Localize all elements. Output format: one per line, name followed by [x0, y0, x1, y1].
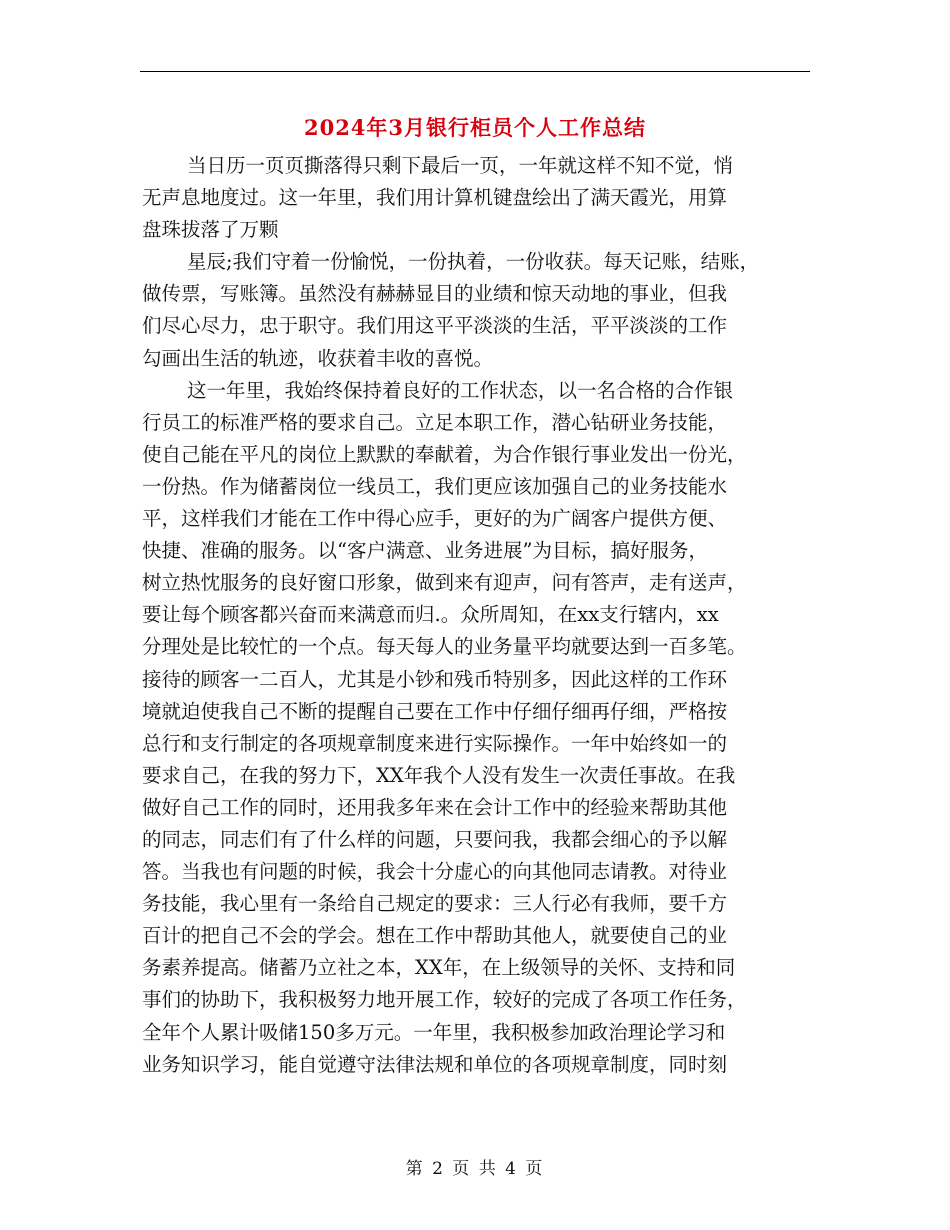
- body-line: 勾画出生活的轨迹，收获着丰收的喜悦。: [142, 346, 494, 370]
- body-line: 这一年里，我始终保持着良好的工作状态，以一名合格的合作银: [187, 378, 734, 402]
- body-line: 行员工的标准严格的要求自己。立足本职工作，潜心钻研业务技能，: [142, 410, 728, 434]
- body-line: 业务知识学习，能自觉遵守法律法规和单位的各项规章制度，同时刻: [142, 1052, 728, 1076]
- document-title: 2024年3月银行柜员个人工作总结: [303, 115, 647, 140]
- body-line: 一份热。作为储蓄岗位一线员工，我们更应该加强自己的业务技能水: [142, 474, 728, 498]
- body-line: 快捷、准确的服务。以“客户满意、业务进展”为目标，搞好服务，: [142, 539, 708, 563]
- body-line: 盘珠拔落了万颗: [142, 218, 279, 242]
- body-line: 的同志，同志们有了什么样的问题，只要问我，我都会细心的予以解: [142, 827, 728, 851]
- body-line: 们尽心尽力，忠于职守。我们用这平平淡淡的生活，平平淡淡的工作: [142, 314, 728, 338]
- body-line: 星辰;我们守着一份愉悦，一份执着，一份收获。每天记账，结账，: [187, 250, 760, 274]
- body-line: 总行和支行制定的各项规章制度来进行实际操作。一年中始终如一的: [142, 731, 728, 755]
- body-line: 当日历一页页撕落得只剩下最后一页，一年就这样不知不觉，悄: [187, 154, 734, 177]
- body-line: 百计的把自己不会的学会。想在工作中帮助其他人，就要使自己的业: [142, 924, 728, 948]
- body-line: 务技能，我心里有一条给自己规定的要求：三人行必有我师，要千方: [142, 892, 728, 916]
- body-line: 使自己能在平凡的岗位上默默的奉献着，为合作银行事业发出一份光，: [142, 442, 747, 466]
- body-line: 无声息地度过。这一年里，我们用计算机键盘绘出了满天霞光，用算: [142, 186, 728, 210]
- body-line: 做传票，写账簿。虽然没有赫赫显目的业绩和惊天动地的事业，但我: [142, 282, 728, 306]
- body-line: 全年个人累计吸储150多万元。一年里，我积极参加政治理论学习和: [142, 1020, 726, 1044]
- body-line: 要求自己，在我的努力下，XX年我个人没有发生一次责任事故。在我: [142, 763, 736, 787]
- body-line: 务素养提高。储蓄乃立社之本，XX年，在上级领导的关怀、支持和同: [142, 956, 736, 980]
- body-line: 平，这样我们才能在工作中得心应手，更好的为广阔客户提供方便、: [142, 507, 728, 531]
- header-rule: [140, 71, 810, 72]
- body-line: 境就迫使我自己不断的提醒自己要在工作中仔细仔细再仔细，严格按: [142, 699, 728, 723]
- body-line: 分理处是比较忙的一个点。每天每人的业务量平均就要达到一百多笔。: [142, 635, 747, 659]
- page-number-footer: 第 2 页 共 4 页: [405, 1159, 545, 1179]
- body-line: 事们的协助下，我积极努力地开展工作，较好的完成了各项工作任务，: [142, 988, 747, 1012]
- body-line: 做好自己工作的同时，还用我多年来在会计工作中的经验来帮助其他: [142, 795, 728, 819]
- body-line: 答。当我也有问题的时候，我会十分虚心的向其他同志请教。对待业: [142, 860, 728, 884]
- body-line: 要让每个顾客都兴奋而来满意而归.。众所周知，在xx支行辖内，xx: [142, 603, 719, 627]
- body-line: 接待的顾客一二百人，尤其是小钞和残币特别多，因此这样的工作环: [142, 667, 728, 691]
- body-line: 树立热忱服务的良好窗口形象，做到来有迎声，问有答声，走有送声，: [142, 571, 747, 595]
- document-body: [142, 150, 810, 1081]
